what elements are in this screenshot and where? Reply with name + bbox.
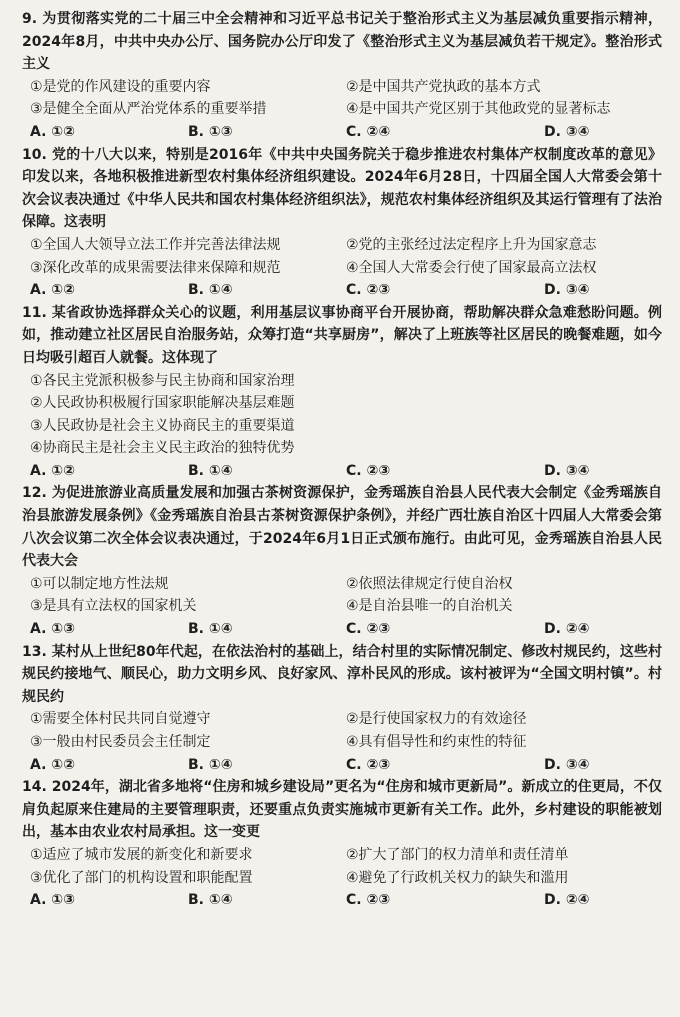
answer-c: C. ②③: [346, 621, 391, 638]
answer-a: A. ①③: [30, 621, 75, 638]
answer-c: C. ②④: [346, 123, 391, 140]
question-stem: 14. 2024年，湖北省多地将“住房和城乡建设局”更名为“住房和城市更新局”。新成立的住更局，不仅肩负起原来住建局的主要管理职责，还要重点负责实施城市更新有关工作。此外，乡村建设的职能被划出，基本由农业农村局承担。这一变更: [22, 779, 662, 841]
option-list: [22, 370, 662, 460]
answer-c: C. ②③: [346, 282, 391, 299]
option: ④是自治县唯一的自治机关: [346, 598, 513, 615]
answer-d: D. ②④: [544, 621, 590, 638]
option-list: [22, 844, 662, 889]
answer-a: A. ①②: [30, 756, 75, 773]
answer-d: D. ②④: [544, 892, 590, 909]
question-stem: 11. 某省政协选择群众关心的议题，利用基层议事协商平台开展协商，帮助解决群众急难愁盼问题。例如，推动建立社区居民自治服务站，众筹打造“共享厨房”，解决了上班族等社区居民的晚餐难题，如今日均吸引超百人就餐。这体现了: [22, 304, 662, 366]
option: ①可以制定地方性法规: [30, 575, 169, 592]
option-list: [22, 573, 662, 618]
option: ①需要全体村民共同自觉遵守: [30, 711, 211, 728]
answer-d: D. ③④: [544, 462, 590, 479]
question-10: [22, 144, 662, 302]
option: ①是党的作风建设的重要内容: [30, 78, 211, 95]
option: ③人民政协是社会主义协商民主的重要渠道: [30, 417, 295, 434]
option: ②是行使国家权力的有效途径: [346, 711, 527, 728]
answer-choices: [22, 121, 662, 144]
answer-a: A. ①②: [30, 123, 75, 140]
answer-a: A. ①②: [30, 282, 75, 299]
question-9: [22, 8, 662, 144]
question-stem: 10. 党的十八大以来，特别是2016年《中共中央国务院关于稳步推进农村集体产权制度改革的意见》印发以来，各地积极推进新型农村集体经济组织建设。2024年6月28日，十四届全国人大常委会第十次会议表决通过《中华人民共和国农村集体经济组织法》，规范农村集体经济组织及其运行管理有了法治保障。这表明: [22, 146, 662, 231]
answer-choices: [22, 460, 662, 483]
option: ②依照法律规定行使自治权: [346, 575, 513, 592]
answer-a: A. ①②: [30, 462, 75, 479]
option: ②人民政协积极履行国家职能解决基层难题: [30, 395, 295, 412]
answer-c: C. ②③: [346, 756, 391, 773]
question-14: [22, 776, 662, 912]
answer-c: C. ②③: [346, 462, 391, 479]
answer-b: B. ①④: [188, 621, 233, 638]
answer-d: D. ③④: [544, 282, 590, 299]
option-list: [22, 708, 662, 753]
question-12: [22, 482, 662, 640]
option: ②是中国共产党执政的基本方式: [346, 78, 541, 95]
option: ③优化了部门的机构设置和职能配置: [30, 869, 253, 886]
option: ②党的主张经过法定程序上升为国家意志: [346, 236, 597, 253]
answer-choices: [22, 889, 662, 912]
answer-b: B. ①④: [188, 462, 233, 479]
option: ④是中国共产党区别于其他政党的显著标志: [346, 101, 611, 118]
question-13: [22, 641, 662, 777]
answer-b: B. ①③: [188, 123, 233, 140]
question-stem: 12. 为促进旅游业高质量发展和加强古茶树资源保护，金秀瑶族自治县人民代表大会制定《金秀瑶族自治县旅游发展条例》《金秀瑶族自治县古茶树资源保护条例》，并经广西壮族自治区十四届人大常委会第八次会议第二次全体会议表决通过，于2024年6月1日正式颁布施行。由此可见，金秀瑶族自治县人民代表大会: [22, 485, 662, 570]
answer-choices: [22, 618, 662, 641]
option: ④避免了行政机关权力的缺失和滥用: [346, 869, 569, 886]
answer-choices: [22, 279, 662, 302]
option: ③深化改革的成果需要法律来保障和规范: [30, 259, 281, 276]
option: ①全国人大领导立法工作并完善法律法规: [30, 236, 281, 253]
option-list: [22, 76, 662, 121]
option: ③一般由村民委员会主任制定: [30, 734, 211, 750]
question-stem: 9. 为贯彻落实党的二十届三中全会精神和习近平总书记关于整治形式主义为基层减负重要指示精神，2024年8月，中共中央办公厅、国务院办公厅印发了《整治形式主义为基层减负若干规定》。整治形式主义: [22, 11, 662, 73]
option: ②扩大了部门的权力清单和责任清单: [346, 846, 569, 863]
answer-d: D. ③④: [544, 123, 590, 140]
answer-d: D. ③④: [544, 756, 590, 773]
option: ③是健全全面从严治党体系的重要举措: [30, 101, 267, 118]
answer-b: B. ①④: [188, 282, 233, 299]
answer-b: B. ①④: [188, 892, 233, 909]
answer-a: A. ①③: [30, 892, 75, 909]
question-11: [22, 302, 662, 483]
option: ④协商民主是社会主义民主政治的独特优势: [30, 440, 295, 457]
option: ①各民主党派积极参与民主协商和国家治理: [30, 372, 295, 389]
answer-choices: [22, 754, 662, 777]
option: ①适应了城市发展的新变化和新要求: [30, 846, 253, 863]
question-stem: 13. 某村从上世纪80年代起，在依法治村的基础上，结合村里的实际情况制定、修改村规民约，这些村规民约接地气、顺民心，助力文明乡风、良好家风、淳朴民风的形成。该村被评为“全国文明村镇”。村规民约: [22, 643, 662, 705]
option: ④全国人大常委会行使了国家最高立法权: [346, 259, 597, 276]
option-list: [22, 234, 662, 279]
answer-c: C. ②③: [346, 892, 391, 909]
option: ③是具有立法权的国家机关: [30, 598, 197, 615]
option: ④具有倡导性和约束性的特征: [346, 734, 527, 750]
answer-b: B. ①④: [188, 756, 233, 773]
